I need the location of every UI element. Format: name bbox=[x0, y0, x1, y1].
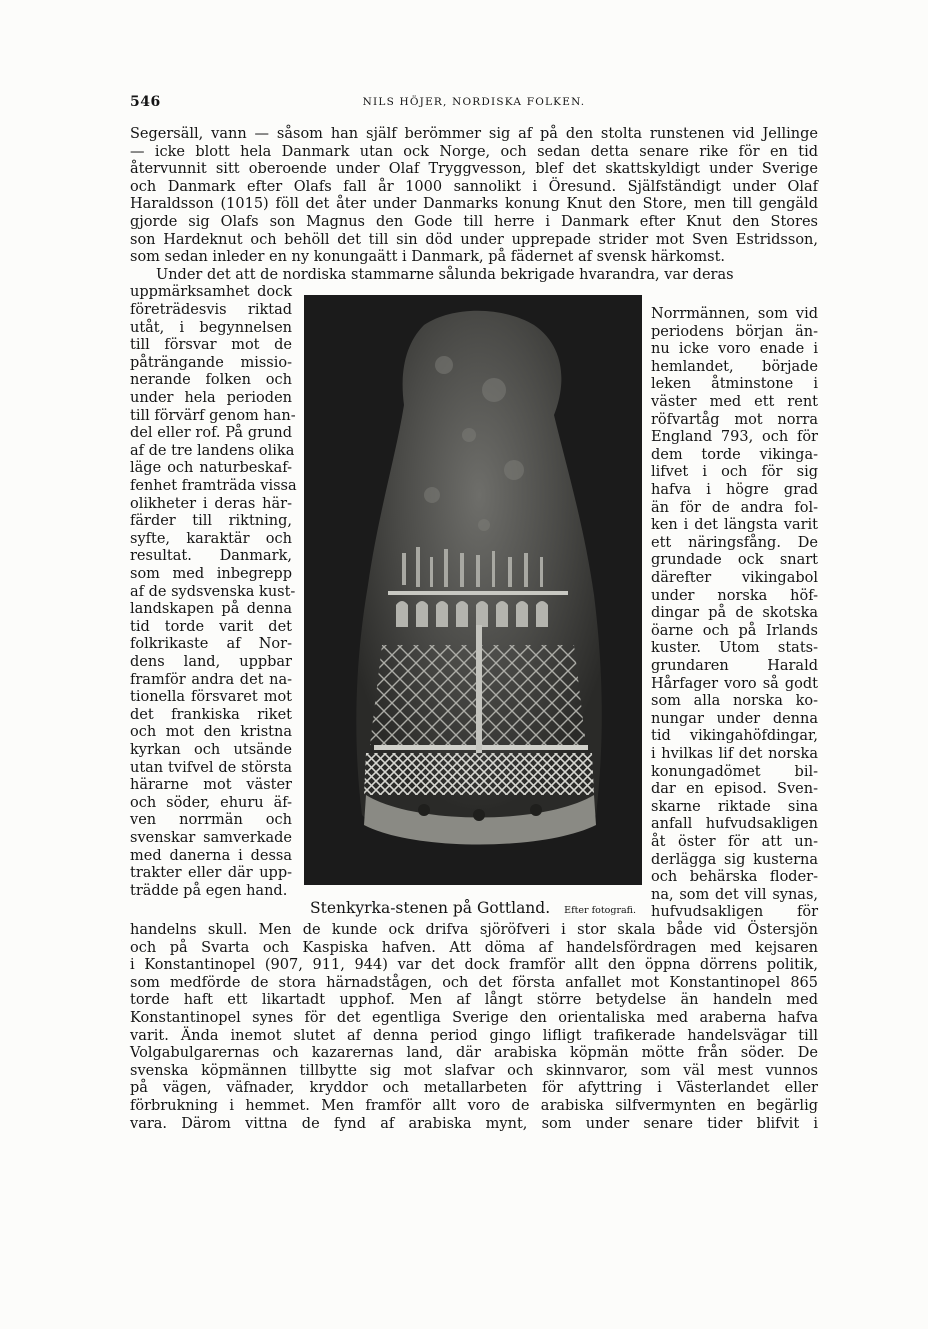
caption-title: Stenkyrka-stenen på Gottland. bbox=[310, 899, 551, 917]
text-line: vara. Därom vittna de fynd af arabiska mynt, som under senare tider blifvit i bbox=[130, 1115, 818, 1132]
right-column-line: dar en episod. Sven- bbox=[651, 781, 818, 798]
left-column-line: härarne mot väster bbox=[130, 777, 292, 794]
text-line: Volgabulgarernas och kazarernas land, där arabiska köpmän mötte från söder. De bbox=[130, 1045, 818, 1062]
right-column-line: åt öster för att un- bbox=[651, 834, 818, 850]
text-line: torde haft ett likartadt upphof. Men af långt större betydelse än handeln med bbox=[130, 992, 818, 1009]
right-column-line: dingar på de skotska bbox=[651, 605, 818, 622]
left-column-line: trädde på egen hand. bbox=[130, 882, 288, 899]
left-column-line: och mot den kristna bbox=[130, 724, 292, 741]
right-column-line: skarne riktade sina bbox=[651, 798, 818, 815]
right-column-line: ett näringsfång. De bbox=[651, 534, 818, 551]
text-line: varit. Ända inemot slutet af denna period gingo lifligt trafikerade handelsvägar till bbox=[130, 1027, 818, 1044]
right-column-line: i hvilkas lif det norska bbox=[651, 746, 818, 762]
right-column-line: grundade ock snart bbox=[651, 552, 818, 569]
left-column-line: under hela perioden bbox=[130, 390, 292, 406]
text-line: förbrukning i hemmet. Men framför allt voro de arabiska silfvermynten en begärlig bbox=[130, 1098, 818, 1114]
left-column-line: af de tre landens olika bbox=[130, 442, 295, 459]
text-line: och på Svarta och Kaspiska hafven. Att döma af handelsfördragen med kejsaren bbox=[130, 939, 818, 956]
left-column-line: del eller rof. På grund bbox=[130, 425, 292, 442]
left-column-line: trakter eller där upp- bbox=[130, 865, 292, 882]
text-line: handelns skull. Men de kunde ock drifva sjöröfveri i stor skala både vid Östersjön bbox=[130, 922, 818, 938]
left-column-line: läge och naturbeskaf- bbox=[130, 460, 292, 477]
right-column-line: och behärska floder- bbox=[651, 869, 818, 886]
left-column-line: med danerna i dessa bbox=[130, 847, 292, 864]
left-column-line: framför andra det na- bbox=[130, 671, 292, 688]
text-line: och Danmark efter Olafs fall år 1000 sannolikt i Öresund. Själfständigt under Olaf bbox=[130, 178, 818, 195]
left-column-line: olikheter i deras här- bbox=[130, 495, 292, 512]
left-column-line: företrädesvis riktad bbox=[130, 302, 292, 318]
text-line: Haraldsson (1015) föll det åter under Danmarks konung Knut den Store, men till gengäld bbox=[130, 196, 818, 213]
right-column-line: leken åtminstone i bbox=[651, 376, 818, 393]
left-column-line: syfte, karaktär och bbox=[130, 530, 292, 547]
left-column-line: till försvar mot de bbox=[130, 337, 292, 354]
text-line: i Konstantinopel (907, 911, 944) var det dock framför allt den öppna dörrens politik, bbox=[130, 957, 818, 974]
text-line: Segersäll, vann — såsom han själf berömmer sig af på den stolta runstenen vid Jellinge bbox=[130, 126, 818, 142]
left-column-line: dens land, uppbar bbox=[130, 654, 292, 670]
text-line: son Hardeknut och behöll det till sin död under upprepade strider mot Sven Estridsson, bbox=[130, 231, 818, 248]
left-column-line: utåt, i begynnelsen bbox=[130, 319, 292, 336]
right-column-line: konungadömet bil- bbox=[651, 763, 818, 780]
right-column-line: na, som det vill synas, bbox=[651, 886, 818, 903]
right-column-line: hufvudsakligen för bbox=[651, 904, 818, 921]
caption-credit: Efter fotografi. bbox=[564, 905, 637, 916]
right-column-line: under norska höf- bbox=[651, 587, 818, 604]
left-column-line: det frankiska riket bbox=[130, 706, 292, 723]
text-line: som medförde de stora härnadstågen, och det första anfallet mot Konstantinopel 865 bbox=[130, 974, 818, 991]
right-column-line: dem torde vikinga- bbox=[651, 446, 818, 463]
text-line: på vägen, väfnader, kryddor och metallarbeten för afyttring i Västerlandet eller bbox=[130, 1080, 818, 1097]
text-line: som sedan inleder en ny konungaätt i Danmark, på fädernet af svensk härkomst. bbox=[130, 249, 726, 266]
left-column-line: resultat. Danmark, bbox=[130, 548, 292, 565]
right-column-line: öarne och på Irlands bbox=[651, 622, 818, 639]
right-column-line: nungar under denna bbox=[651, 710, 818, 727]
left-column-line: tid torde varit det bbox=[130, 618, 292, 635]
left-column-line: kyrkan och utsände bbox=[130, 742, 292, 758]
right-column-line: därefter vikingabol bbox=[651, 570, 818, 586]
right-column-line: än för de andra fol- bbox=[651, 499, 818, 516]
right-column-line: röfvartåg mot norra bbox=[651, 411, 818, 428]
text-line: — icke blott hela Danmark utan ock Norge, och sedan detta senare rike för en tid bbox=[130, 143, 818, 160]
right-column-line: kuster. Utom stats- bbox=[651, 640, 818, 657]
page-number: 546 bbox=[130, 94, 161, 110]
text-line: Konstantinopel synes för det egentliga Sverige den orientaliska med araberna hafva bbox=[130, 1010, 818, 1026]
picture-stone-image bbox=[304, 295, 642, 885]
right-column-line: hemlandet, började bbox=[651, 358, 818, 375]
running-head: NILS HÖJER, NORDISKA FOLKEN. bbox=[362, 96, 586, 108]
right-column-line: periodens början än- bbox=[651, 323, 818, 340]
left-column-line: nerande folken och bbox=[130, 372, 292, 389]
text-line: svenska köpmännen tillbytte sig mot slafvar och skinnvaror, som väl mest vunnos bbox=[130, 1062, 818, 1079]
left-column-line: landskapen på denna bbox=[130, 601, 292, 618]
text-line: återvunnit sitt oberoende under Olaf Tryggvesson, blef det skattskyldigt under Sverige bbox=[130, 161, 818, 178]
right-column-line: Hårfager voro så godt bbox=[651, 675, 818, 692]
page-header bbox=[130, 94, 818, 112]
right-column-line: lifvet i och för sig bbox=[651, 464, 818, 481]
left-column-line: färder till riktning, bbox=[130, 513, 292, 530]
right-column-line: Norrmännen, som vid bbox=[651, 306, 818, 322]
right-column-line: grundaren Harald bbox=[651, 658, 818, 674]
right-column-line: anfall hufvudsakligen bbox=[651, 816, 818, 833]
right-column-line: som alla norska ko- bbox=[651, 693, 818, 710]
right-column-line: nu icke voro enade i bbox=[651, 341, 818, 358]
right-column-line: hafva i högre grad bbox=[651, 482, 818, 498]
left-column-line: till förvärf genom han- bbox=[130, 407, 296, 424]
figure-caption bbox=[310, 898, 636, 917]
left-column-line: folkrikaste af Nor- bbox=[130, 636, 292, 653]
right-column-line: ken i det längsta varit bbox=[651, 517, 818, 534]
right-column-line: väster med ett rent bbox=[651, 394, 818, 410]
left-column-line: utan tvifvel de största bbox=[130, 759, 292, 776]
text-line: Under det att de nordiska stammarne sålunda bekrigade hvarandra, var deras bbox=[156, 266, 734, 283]
stone-photograph bbox=[304, 295, 642, 885]
right-column-line: derlägga sig kusterna bbox=[651, 851, 818, 868]
left-column-line: som med inbegrepp bbox=[130, 566, 292, 582]
right-column-line: England 793, och för bbox=[651, 429, 818, 446]
left-column-line: fenhet framträda vissa bbox=[130, 478, 297, 494]
left-column-line: påträngande missio- bbox=[130, 354, 292, 371]
left-column-line: tionella försvaret mot bbox=[130, 689, 292, 706]
left-column-line: uppmärksamhet dock bbox=[130, 284, 292, 301]
left-column-line: af de sydsvenska kust- bbox=[130, 583, 296, 600]
text-line: gjorde sig Olafs son Magnus den Gode till herre i Danmark efter Knut den Stores bbox=[130, 214, 818, 230]
left-column-line: och söder, ehuru äf- bbox=[130, 794, 292, 811]
left-column-line: ven norrmän och bbox=[130, 812, 292, 829]
left-column-line: svenskar samverkade bbox=[130, 830, 292, 846]
right-column-line: tid vikingahöfdingar, bbox=[651, 728, 818, 745]
